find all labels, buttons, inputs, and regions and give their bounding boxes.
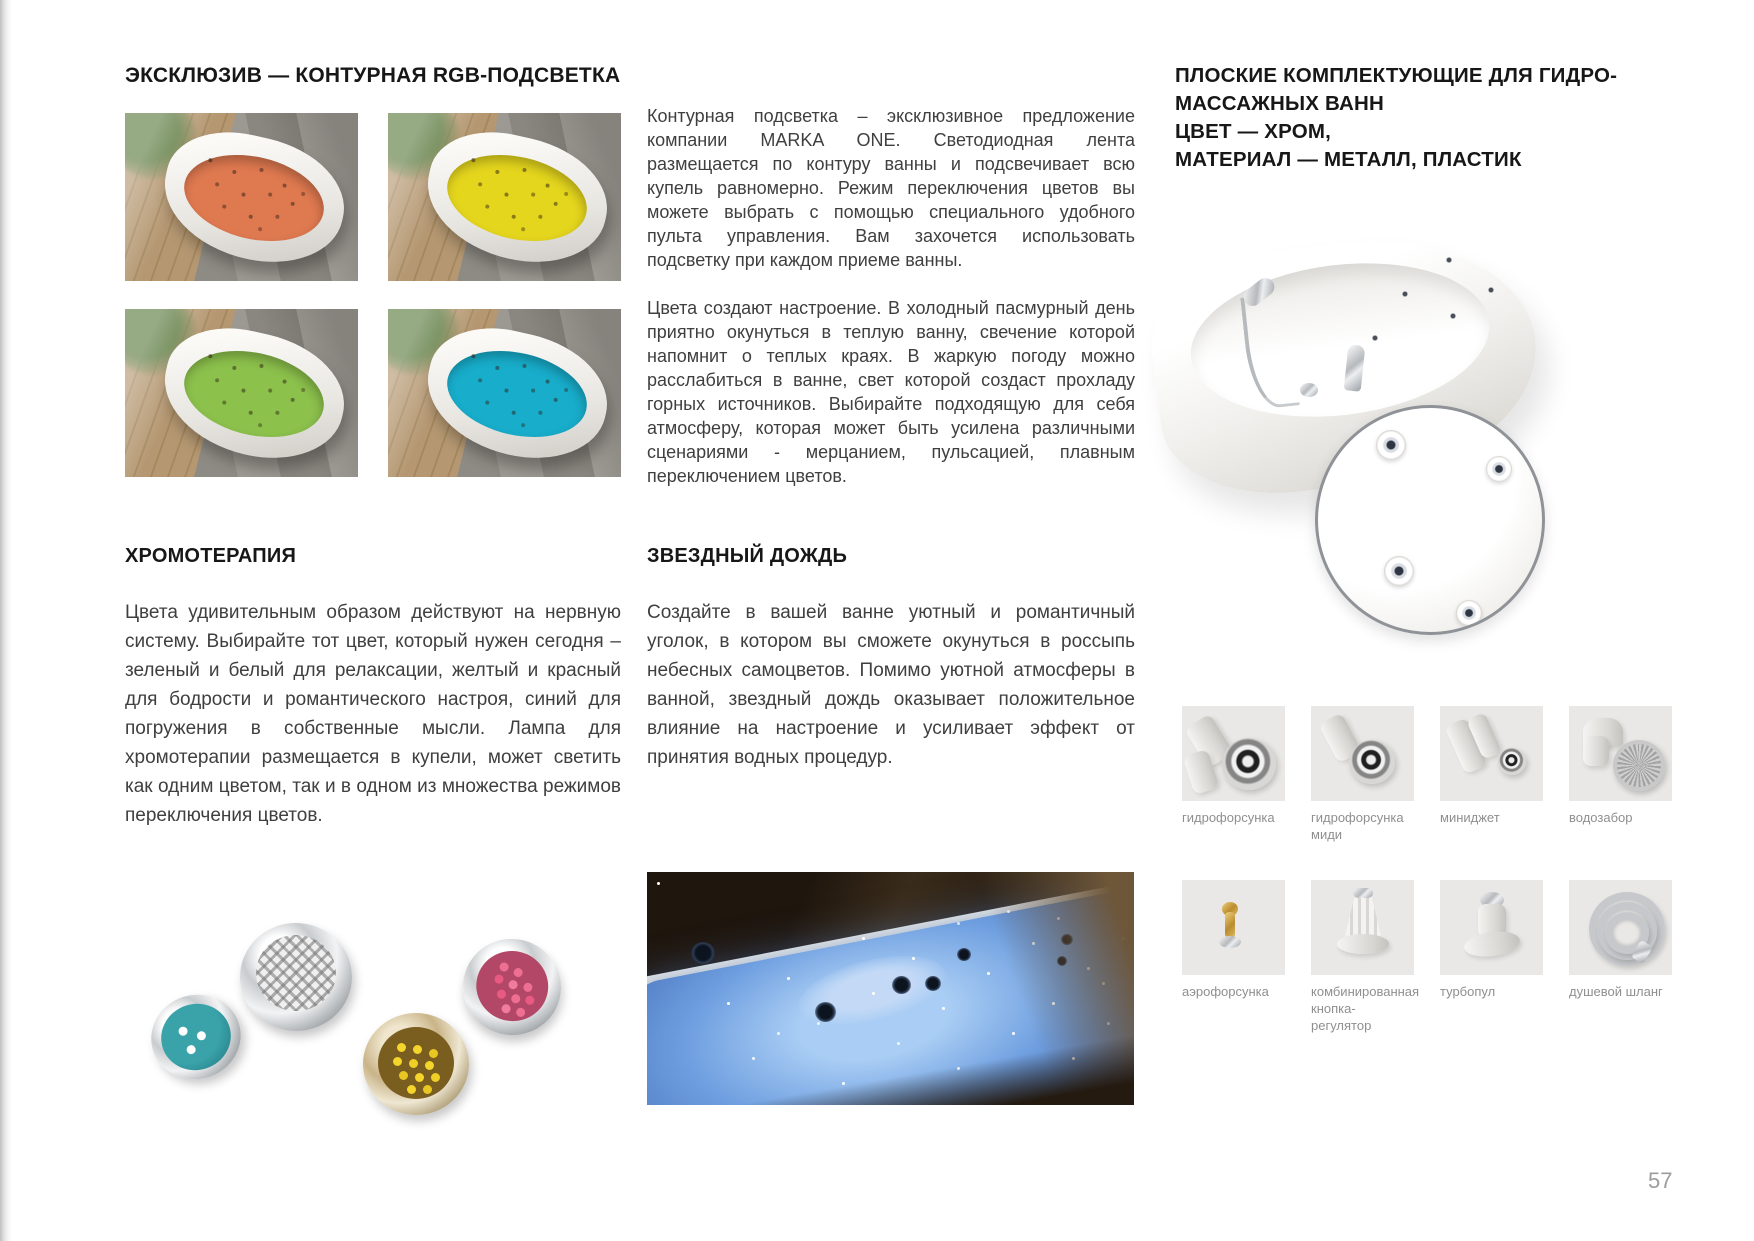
star-rain-body: Создайте в вашей ванне уютный и романтичный уголок, в котором вы сможете окунуться в россыпь небесных самоцветов. Помимо уютной атмосферы в ванной, звездный дождь оказывает положительное влияние на настроение и усиливает эффект от принятия водных процедур. — [647, 602, 1135, 768]
component-photo-vodozabor — [1569, 706, 1672, 801]
components-heading-line-4: МАТЕРИАЛ — МЕТАЛЛ, ПЛАСТИК — [1175, 148, 1522, 171]
hydromassage-tub-photo — [1150, 195, 1680, 630]
component-card-vodozabor — [1569, 706, 1672, 843]
tub-jet — [1402, 291, 1408, 297]
tub-jet — [1450, 313, 1456, 319]
component-label: аэрофорсунка — [1182, 984, 1269, 999]
chromo-lamp-chrome — [240, 923, 352, 1031]
component-label: душевой шланг — [1569, 984, 1663, 999]
component-photo-minijet — [1440, 706, 1543, 801]
page-spine — [0, 0, 12, 1241]
magnified-jet — [1376, 430, 1406, 460]
component-label: турбопул — [1440, 984, 1496, 999]
chromotherapy-lamps-photo — [125, 895, 585, 1125]
tub-jet — [1446, 257, 1452, 263]
component-card-dushevoy-shlang — [1569, 880, 1672, 1034]
chromo-lamp-teal — [140, 983, 252, 1091]
rgb-tub-photo-yellow — [388, 113, 621, 281]
rgb-tub-photo-orange — [125, 113, 358, 281]
component-photo-gidroforsunka — [1182, 706, 1285, 801]
components-heading-line-2: МАССАЖНЫХ ВАНН — [1175, 92, 1385, 115]
rgb-tub-photo-green — [125, 309, 358, 477]
component-label: водозабор — [1569, 810, 1633, 825]
components-heading-line-1: ПЛОСКИЕ КОМПЛЕКТУЮЩИЕ ДЛЯ ГИДРО- — [1175, 64, 1618, 87]
component-photo-dushevoy-shlang — [1569, 880, 1672, 975]
component-card-aeroforsunka — [1182, 880, 1285, 1034]
tub-jet — [1372, 335, 1378, 341]
magnified-jet — [1456, 600, 1482, 626]
chromotherapy-body: Цвета удивительным образом действуют на нервную систему. Выбирайте тот цвет, который нужен сегодня – зеленый и белый для релаксации, желтый и красный для бодрости и романтического настроя, синий для погружения в собственные мысли. Лампа для хромотерапии размещается в купели, может светить как одним цветом, так и в одном из множества режимов переключения цветов. — [125, 602, 621, 826]
components-grid — [1182, 706, 1672, 1034]
tub-jet — [1488, 287, 1494, 293]
component-label: гидрофорсунка миди — [1311, 810, 1404, 842]
chromo-lamp-red — [453, 929, 571, 1046]
chromo-lamp-yellow — [363, 1013, 469, 1115]
page-number: 57 — [1648, 1168, 1673, 1193]
component-card-turbopul — [1440, 880, 1543, 1034]
component-label: миниджет — [1440, 810, 1500, 825]
component-photo-aeroforsunka — [1182, 880, 1285, 975]
water-jet-dots — [471, 158, 476, 163]
star-rain-photo — [647, 872, 1134, 1105]
exclusive-heading: ЭКСКЛЮЗИВ — КОНТУРНАЯ RGB-ПОДСВЕТКА — [125, 64, 621, 87]
component-card-minijet — [1440, 706, 1543, 843]
component-label: комбинированная кнопка-регулятор — [1311, 984, 1420, 1033]
component-photo-turbopul — [1440, 880, 1543, 975]
component-card-gidroforsunka — [1182, 706, 1285, 843]
component-photo-gidroforsunka-midi — [1311, 706, 1414, 801]
components-heading — [1175, 62, 1705, 174]
water-jet-dots — [471, 354, 476, 359]
faucet-knob — [1300, 383, 1318, 397]
component-photo-knopka-regulator — [1311, 880, 1414, 975]
component-card-gidroforsunka-midi — [1311, 706, 1414, 843]
chromotherapy-heading: ХРОМОТЕРАПИЯ — [125, 545, 297, 567]
star-rain-heading: ЗВЕЗДНЫЙ ДОЖДЬ — [647, 545, 848, 567]
component-label: гидрофорсунка — [1182, 810, 1275, 825]
rgb-tub-photo-cyan — [388, 309, 621, 477]
water-jet-dots — [208, 158, 213, 163]
intro-paragraph-2: Цвета создают настроение. В холодный пасмурный день приятно окунуться в теплую ванну, свечение которой напомнит о теплых краях. В жаркую погоду можно расслабиться в ванне, свет которой создаст прохладу горных источников. Выбирайте подходящую для себя атмосферу, которая может быть усилена различными сценариями - мерцанием, пульсацией, плавным переключением цветов. — [647, 298, 1135, 486]
magnified-jet — [1486, 456, 1512, 482]
jet-detail-magnifier-circle — [1315, 405, 1545, 635]
components-heading-line-3: ЦВЕТ — ХРОМ, — [1175, 120, 1332, 143]
intro-paragraph-1: Контурная подсветка – эксклюзивное предложение компании MARKA ONE. Светодиодная лента размещается по контуру ванны и подсвечивает всю купель равномерно. Режим переключения цветов вы можете выбрать с помощью специального удобного пульта управления. Вам захочется использовать подсветку при каждом приеме ванны. — [647, 106, 1135, 270]
magnified-jet — [1384, 556, 1414, 586]
component-card-knopka-regulator — [1311, 880, 1420, 1034]
water-jet-dots — [208, 354, 213, 359]
